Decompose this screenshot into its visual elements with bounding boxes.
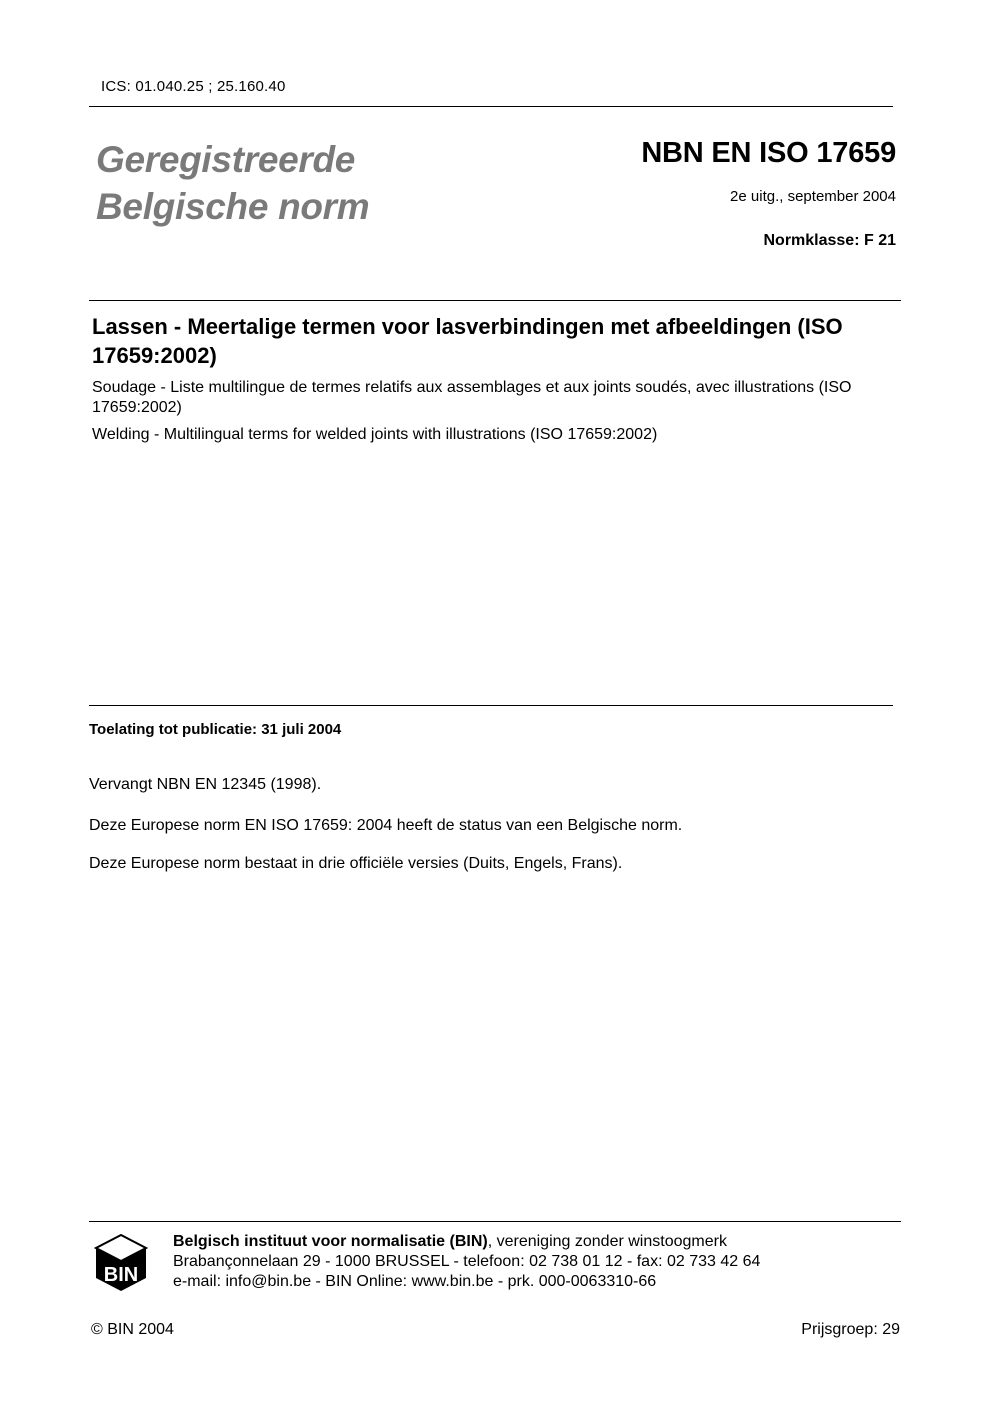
org-name: Belgisch instituut voor normalisatie (BIN)	[173, 1233, 488, 1250]
title-divider	[89, 300, 901, 301]
status-note: Deze Europese norm EN ISO 17659: 2004 heeft de status van een Belgische norm.	[89, 817, 683, 834]
copyright: © BIN 2004	[91, 1321, 174, 1338]
brand-title	[96, 136, 369, 230]
publication-divider	[89, 705, 893, 706]
brand-line-1: Geregistreerde	[96, 139, 356, 180]
organization-info	[173, 1232, 760, 1292]
approval-date: Toelating tot publicatie: 31 juli 2004	[89, 721, 342, 738]
ics-codes: ICS: 01.040.25 ; 25.160.40	[101, 78, 286, 95]
header-divider	[89, 106, 893, 107]
title-english: Welding - Multilingual terms for welded joints with illustrations (ISO 17659:2002)	[92, 426, 658, 443]
title-french: Soudage - Liste multilingue de termes relatifs aux assemblages et aux joints soudés, avec illustrations (ISO 17659:2002)	[92, 379, 852, 416]
versions-note: Deze Europese norm bestaat in drie officiële versies (Duits, Engels, Frans).	[89, 855, 623, 872]
bin-logo-icon	[94, 1234, 148, 1292]
classification: Normklasse: F 21	[763, 232, 896, 249]
org-type: , vereniging zonder winstoogmerk	[487, 1233, 727, 1250]
title-dutch: Lassen - Meertalige termen voor lasverbindingen met afbeeldingen (ISO 17659:2002)	[92, 314, 843, 368]
price-group: Prijsgroep: 29	[801, 1321, 900, 1338]
org-address: Brabançonnelaan 29 - 1000 BRUSSEL - telefoon: 02 738 01 12 - fax: 02 733 42 64	[173, 1253, 761, 1270]
standard-number: NBN EN ISO 17659	[641, 137, 896, 169]
brand-line-2: Belgische norm	[96, 186, 370, 227]
edition-date: 2e uitg., september 2004	[730, 188, 896, 205]
logo-text: BIN	[103, 1264, 139, 1286]
footer-divider	[89, 1221, 901, 1222]
org-line	[173, 1232, 760, 1252]
replaces-note: Vervangt NBN EN 12345 (1998).	[89, 776, 322, 793]
org-contact: e-mail: info@bin.be - BIN Online: www.bin.be - prk. 000-0063310-66	[173, 1273, 657, 1290]
